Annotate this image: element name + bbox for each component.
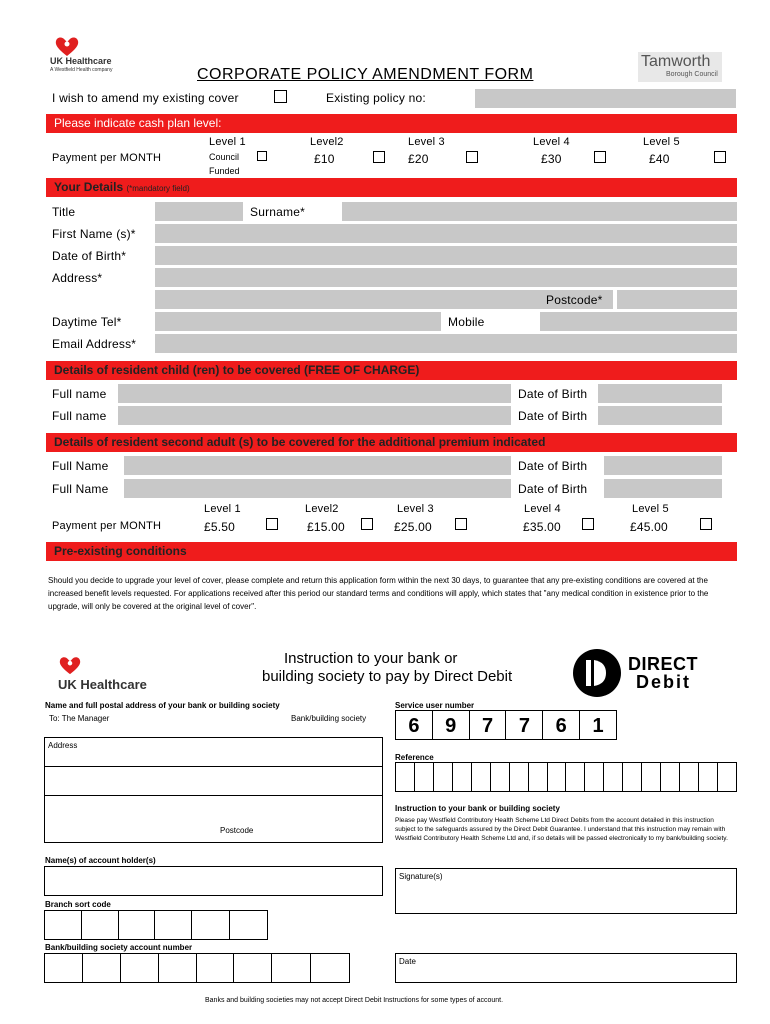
- level5-value: £40: [649, 152, 670, 166]
- cash-plan-row-label: Payment per MONTH: [52, 152, 162, 164]
- dd-logo-text: UK Healthcare: [58, 677, 147, 692]
- service-digit: 6: [543, 710, 580, 740]
- dd-footer: Banks and building societies may not accept Direct Debit Instructions for some types of account.: [205, 997, 504, 1004]
- dd-heading-line1: Instruction to your bank or: [284, 650, 458, 667]
- child1-dob-input[interactable]: [598, 384, 722, 403]
- council-logo: [638, 52, 722, 82]
- dob-input[interactable]: [155, 246, 737, 265]
- address-line2-input[interactable]: [155, 290, 613, 309]
- existing-policy-input[interactable]: [475, 89, 736, 108]
- preexisting-text: Should you decide to upgrade your level of cover, please complete and return this application form within the next 30 days, to guarantee that any pre-existing conditions are covered at the increased benefit levels requested. For applications received after this period our standard terms and conditions will apply, which states that "any medical condition in existence prior to the upgrade, will only be covered at the original level of cover".: [48, 576, 709, 611]
- child2-dob-input[interactable]: [598, 406, 722, 425]
- dob-label: Date of Birth*: [52, 249, 127, 263]
- service-user-boxes: [395, 710, 617, 740]
- level4-label: Level 4: [533, 136, 570, 148]
- daytime-tel-label: Daytime Tel*: [52, 315, 122, 329]
- adult2-dob-label: Date of Birth: [518, 482, 588, 496]
- child1-name-label: Full name: [52, 387, 107, 401]
- address-label: Address*: [52, 271, 103, 285]
- postcode-label: Postcode*: [546, 293, 603, 307]
- adult1-dob-label: Date of Birth: [518, 459, 588, 473]
- council-sub-text: Borough Council: [666, 71, 718, 78]
- adult-level4-label: Level 4: [524, 503, 561, 515]
- children-heading: [46, 361, 737, 380]
- dd-logo-line1: DIRECT: [628, 654, 698, 674]
- mobile-input[interactable]: [540, 312, 737, 331]
- daytime-tel-input[interactable]: [155, 312, 441, 331]
- surname-label: Surname*: [250, 205, 305, 219]
- level1-label: Level 1: [209, 136, 246, 148]
- council-main-text: Tamworth: [641, 53, 711, 70]
- level5-checkbox[interactable]: [714, 151, 726, 163]
- email-input[interactable]: [155, 334, 737, 353]
- date-label: Date: [399, 957, 416, 966]
- level1-value-a: Council: [209, 152, 240, 162]
- mandatory-note: (*mandatory field): [126, 184, 190, 193]
- instruction-label: Instruction to your bank or building society: [395, 804, 560, 813]
- service-user-label: Service user number: [395, 701, 475, 710]
- service-digit: 7: [470, 710, 507, 740]
- address-line1-input[interactable]: [155, 268, 737, 287]
- reference-label: Reference: [395, 753, 434, 762]
- adult-level5-checkbox[interactable]: [700, 518, 712, 530]
- adult1-name-input[interactable]: [124, 456, 511, 475]
- preexisting-heading: [46, 542, 737, 561]
- dd-postcode-text: Postcode: [220, 826, 254, 835]
- level5-label: Level 5: [643, 136, 680, 148]
- adult2-dob-input[interactable]: [604, 479, 722, 498]
- second-adult-heading: [46, 433, 737, 452]
- your-details-title: Your Details: [54, 180, 124, 194]
- child2-name-label: Full name: [52, 409, 107, 423]
- adult-level2-checkbox[interactable]: [361, 518, 373, 530]
- date-box[interactable]: [395, 953, 737, 983]
- dd-uk-healthcare-logo: [58, 655, 178, 695]
- level3-value: £20: [408, 152, 429, 166]
- bank-society-text: Bank/building society: [291, 714, 367, 723]
- amend-label: I wish to amend my existing cover: [52, 91, 239, 105]
- reference-boxes[interactable]: [395, 762, 737, 792]
- service-digit: 7: [506, 710, 543, 740]
- adult-level1-label: Level 1: [204, 503, 241, 515]
- child2-name-input[interactable]: [118, 406, 511, 425]
- postcode-input[interactable]: [617, 290, 737, 309]
- uk-healthcare-logo: [50, 35, 150, 77]
- adult1-dob-input[interactable]: [604, 456, 722, 475]
- account-holders-label: Name(s) of account holder(s): [45, 856, 156, 865]
- heart-logo-icon: [54, 35, 80, 57]
- adult-level5-label: Level 5: [632, 503, 669, 515]
- account-holders-input[interactable]: [44, 866, 383, 896]
- signature-label: Signature(s): [399, 872, 443, 881]
- address-line-1[interactable]: [45, 738, 382, 767]
- email-label: Email Address*: [52, 337, 137, 351]
- child1-dob-label: Date of Birth: [518, 387, 588, 401]
- level1-checkbox[interactable]: [257, 151, 267, 161]
- preexisting-heading-text: Pre-existing conditions: [54, 544, 187, 558]
- mobile-label: Mobile: [448, 315, 485, 329]
- service-digit: 1: [580, 710, 617, 740]
- sort-code-boxes[interactable]: [44, 910, 268, 940]
- signature-box[interactable]: [395, 868, 737, 914]
- direct-debit-mark-icon: [572, 648, 622, 698]
- child2-dob-label: Date of Birth: [518, 409, 588, 423]
- service-digit: 9: [433, 710, 470, 740]
- title-label: Title: [52, 205, 76, 219]
- adult-level2-value: £15.00: [307, 520, 345, 534]
- adult-level4-value: £35.00: [523, 520, 561, 534]
- direct-debit-logo: [572, 648, 738, 698]
- level2-checkbox[interactable]: [373, 151, 385, 163]
- instruction-text: Please pay Westfield Contributory Health Scheme Ltd Direct Debits from the account detailed in this instruction subject to the safeguards assured by the Direct Debit Guarantee. I understand that this instruction may remain with Westfield Contributory Health Scheme Ltd and, if so details will be passed electronically to my bank/building society.: [395, 817, 728, 842]
- adult-level2-label: Level2: [305, 503, 339, 515]
- adult2-name-label: Full Name: [52, 482, 109, 496]
- adult-level3-label: Level 3: [397, 503, 434, 515]
- logo-main-text: UK Healthcare: [50, 56, 112, 66]
- page-title: CORPORATE POLICY AMENDMENT FORM: [197, 66, 534, 83]
- adult-level1-value: £5.50: [204, 520, 236, 534]
- amend-checkbox[interactable]: [274, 90, 287, 103]
- first-name-input[interactable]: [155, 224, 737, 243]
- children-heading-text: Details of resident child (ren) to be covered (FREE OF CHARGE): [54, 363, 420, 377]
- existing-policy-label: Existing policy no:: [326, 91, 426, 105]
- account-number-boxes[interactable]: [44, 953, 350, 983]
- cash-plan-heading: Please indicate cash plan level:: [46, 114, 737, 133]
- account-number-label: Bank/building society account number: [45, 943, 193, 952]
- dd-heart-logo-icon: [58, 655, 82, 675]
- bank-address-label: Name and full postal address of your bank or building society: [45, 701, 280, 710]
- adult1-name-label: Full Name: [52, 459, 109, 473]
- dd-heading-line2: building society to pay by Direct Debit: [262, 668, 513, 685]
- adult-level3-value: £25.00: [394, 520, 432, 534]
- second-adult-heading-text: Details of resident second adult (s) to be covered for the additional premium indicated: [54, 435, 546, 449]
- title-input[interactable]: [155, 202, 243, 221]
- to-manager-text: To: The Manager: [49, 714, 110, 723]
- dd-logo-line2: Debit: [636, 672, 691, 692]
- address-line-2[interactable]: [45, 767, 382, 796]
- adult-row-label: Payment per MONTH: [52, 520, 162, 532]
- sort-code-label: Branch sort code: [45, 900, 111, 909]
- your-details-heading: [46, 178, 737, 197]
- level4-checkbox[interactable]: [594, 151, 606, 163]
- address-line-3[interactable]: [45, 796, 382, 842]
- adult-level1-checkbox[interactable]: [266, 518, 278, 530]
- logo-sub-text: A Westfield Health company: [50, 67, 113, 73]
- bank-address-box: [44, 711, 383, 843]
- service-digit: 6: [396, 710, 433, 740]
- level3-checkbox[interactable]: [466, 151, 478, 163]
- child1-name-input[interactable]: [118, 384, 511, 403]
- level4-value: £30: [541, 152, 562, 166]
- level3-label: Level 3: [408, 136, 445, 148]
- first-name-label: First Name (s)*: [52, 227, 136, 241]
- level1-value-b: Funded: [209, 166, 240, 176]
- adult-level4-checkbox[interactable]: [582, 518, 594, 530]
- level2-value: £10: [314, 152, 335, 166]
- surname-input[interactable]: [342, 202, 737, 221]
- address-text: Address: [48, 741, 78, 750]
- adult-level3-checkbox[interactable]: [455, 518, 467, 530]
- adult2-name-input[interactable]: [124, 479, 511, 498]
- level2-label: Level2: [310, 136, 344, 148]
- adult-level5-value: £45.00: [630, 520, 668, 534]
